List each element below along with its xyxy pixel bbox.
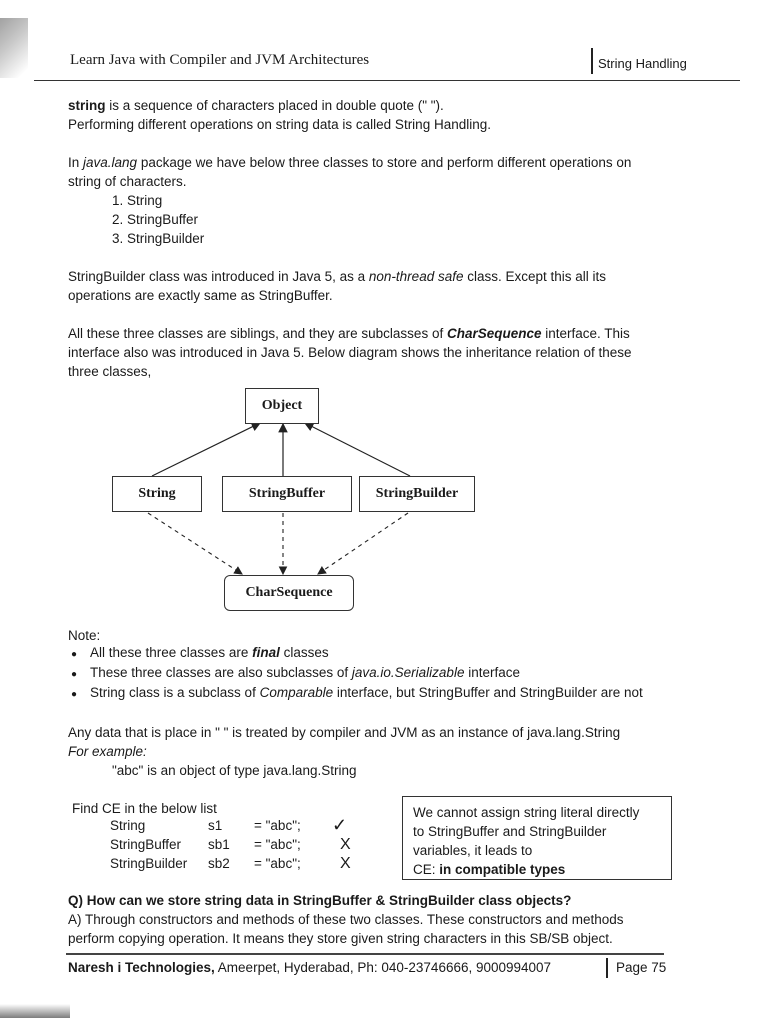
- answer-line-2: perform copying operation. It means they store given string characters in this SB/SB object.: [68, 931, 613, 946]
- page-number: Page 75: [616, 960, 667, 975]
- note-bullet-2: [68, 665, 520, 680]
- footer-org: Naresh i Technologies,: [68, 960, 215, 975]
- bullet-icon: ●: [70, 669, 78, 680]
- package-rest: package we have below three classes to store and perform different operations on: [137, 155, 632, 170]
- note-b3-emph: Comparable: [259, 685, 334, 700]
- header-divider: [591, 48, 593, 74]
- edge-string-charseq: [148, 513, 242, 574]
- note-b1-rest: classes: [279, 645, 329, 660]
- ce-table: [110, 816, 357, 873]
- list-item: 2. StringBuffer: [112, 212, 199, 227]
- ce-var: sb1: [208, 837, 230, 852]
- note-b3-rest: interface, but StringBuffer and StringBuilder are not: [333, 685, 643, 700]
- builder-rest: class. Except this all its: [463, 269, 607, 284]
- intro-term: string: [68, 98, 106, 113]
- note-bullet-1: [68, 645, 329, 660]
- note-b2-prefix: These three classes are also subclasses of: [90, 665, 352, 680]
- note-box-line: We cannot assign string literal directly: [413, 805, 640, 820]
- question: Q) How can we store string data in StringBuffer & StringBuilder class objects?: [68, 893, 572, 908]
- note-bullet-3: [68, 685, 643, 700]
- bullet-icon: ●: [70, 649, 78, 660]
- node-object: Object: [245, 388, 319, 424]
- header-title: Learn Java with Compiler and JVM Architectures: [70, 52, 370, 68]
- edge-stringbuilder-charseq: [318, 513, 408, 574]
- table-row: [110, 816, 357, 835]
- ce-var: sb2: [208, 856, 230, 871]
- example-label: For example:: [68, 744, 147, 759]
- footer-address: Ameerpet, Hyderabad, Ph: 040-23746666, 9000994007: [214, 960, 552, 975]
- ce-val: = "abc";: [254, 856, 301, 871]
- cross-icon: X: [340, 855, 351, 872]
- note-b1-prefix: All these three classes are: [90, 645, 253, 660]
- ce-val: = "abc";: [254, 837, 301, 852]
- note-b1-emph: final: [252, 645, 280, 660]
- note-b3-prefix: String class is a subclass of: [90, 685, 260, 700]
- scan-shadow-bottom-left: [0, 1004, 70, 1018]
- note-b2-emph: java.io.Serializable: [351, 665, 465, 680]
- siblings-line-3: three classes,: [68, 364, 152, 379]
- note-box-line: variables, it leads to: [413, 843, 533, 858]
- table-row: [110, 835, 357, 854]
- siblings-rest: interface. This: [541, 326, 630, 341]
- header-section: String Handling: [598, 56, 687, 71]
- ce-prefix: CE:: [413, 862, 440, 877]
- builder-emph: non-thread safe: [368, 269, 464, 284]
- package-name: java.lang: [83, 155, 138, 170]
- ce-title: Find CE in the below list: [72, 801, 217, 816]
- ce-var: s1: [208, 818, 223, 833]
- note-title: Note:: [68, 628, 101, 643]
- package-prefix: In: [68, 155, 84, 170]
- check-icon: ✓: [332, 815, 348, 835]
- node-string: String: [112, 476, 202, 512]
- literal-line-1: Any data that is place in " " is treated by compiler and JVM as an instance of java.lang.String: [68, 725, 621, 740]
- intro-line-1: [68, 96, 444, 115]
- ce-type: StringBuffer: [110, 837, 182, 852]
- footer-divider: [606, 958, 608, 978]
- scan-shadow-top-left: [0, 18, 28, 78]
- builder-line-2: operations are exactly same as StringBuffer.: [68, 288, 333, 303]
- ce-note-box: [402, 796, 672, 880]
- siblings-line-1: [68, 324, 630, 343]
- package-line-1: [68, 153, 631, 172]
- bullet-icon: ●: [70, 689, 78, 700]
- siblings-prefix: All these three classes are siblings, and they are subclasses of: [68, 326, 447, 341]
- siblings-emph: CharSequence: [446, 326, 542, 341]
- note-b2-rest: interface: [464, 665, 520, 680]
- cross-icon: X: [340, 836, 351, 853]
- siblings-line-2: interface also was introduced in Java 5. Below diagram shows the inheritance relation of these: [68, 345, 632, 360]
- list-item: 3. StringBuilder: [112, 231, 205, 246]
- ce-type: String: [110, 818, 146, 833]
- intro-line-1-text: is a sequence of characters placed in double quote (" ").: [105, 98, 444, 113]
- note-box-line: to StringBuffer and StringBuilder: [413, 824, 607, 839]
- note-box-line: [413, 860, 661, 879]
- intro-line-2: Performing different operations on string data is called String Handling.: [68, 117, 491, 132]
- example-text: "abc" is an object of type java.lang.String: [112, 763, 357, 778]
- table-row: [110, 854, 357, 873]
- answer-line-1: A) Through constructors and methods of these two classes. These constructors and methods: [68, 912, 624, 927]
- header-rule: [34, 80, 740, 81]
- package-line-2: string of characters.: [68, 174, 187, 189]
- builder-line-1: [68, 267, 606, 286]
- edge-string-object: [152, 423, 260, 476]
- edge-stringbuilder-object: [305, 423, 410, 476]
- builder-prefix: StringBuilder class was introduced in Java 5, as a: [68, 269, 369, 284]
- ce-error: in compatible types: [439, 862, 566, 877]
- footer-rule: [66, 953, 664, 955]
- ce-val: = "abc";: [254, 818, 301, 833]
- ce-type: StringBuilder: [110, 856, 188, 871]
- node-stringbuilder: StringBuilder: [359, 476, 475, 512]
- node-stringbuffer: StringBuffer: [222, 476, 352, 512]
- node-charsequence: CharSequence: [224, 575, 354, 611]
- list-item: 1. String: [112, 193, 163, 208]
- footer-text: [68, 960, 551, 975]
